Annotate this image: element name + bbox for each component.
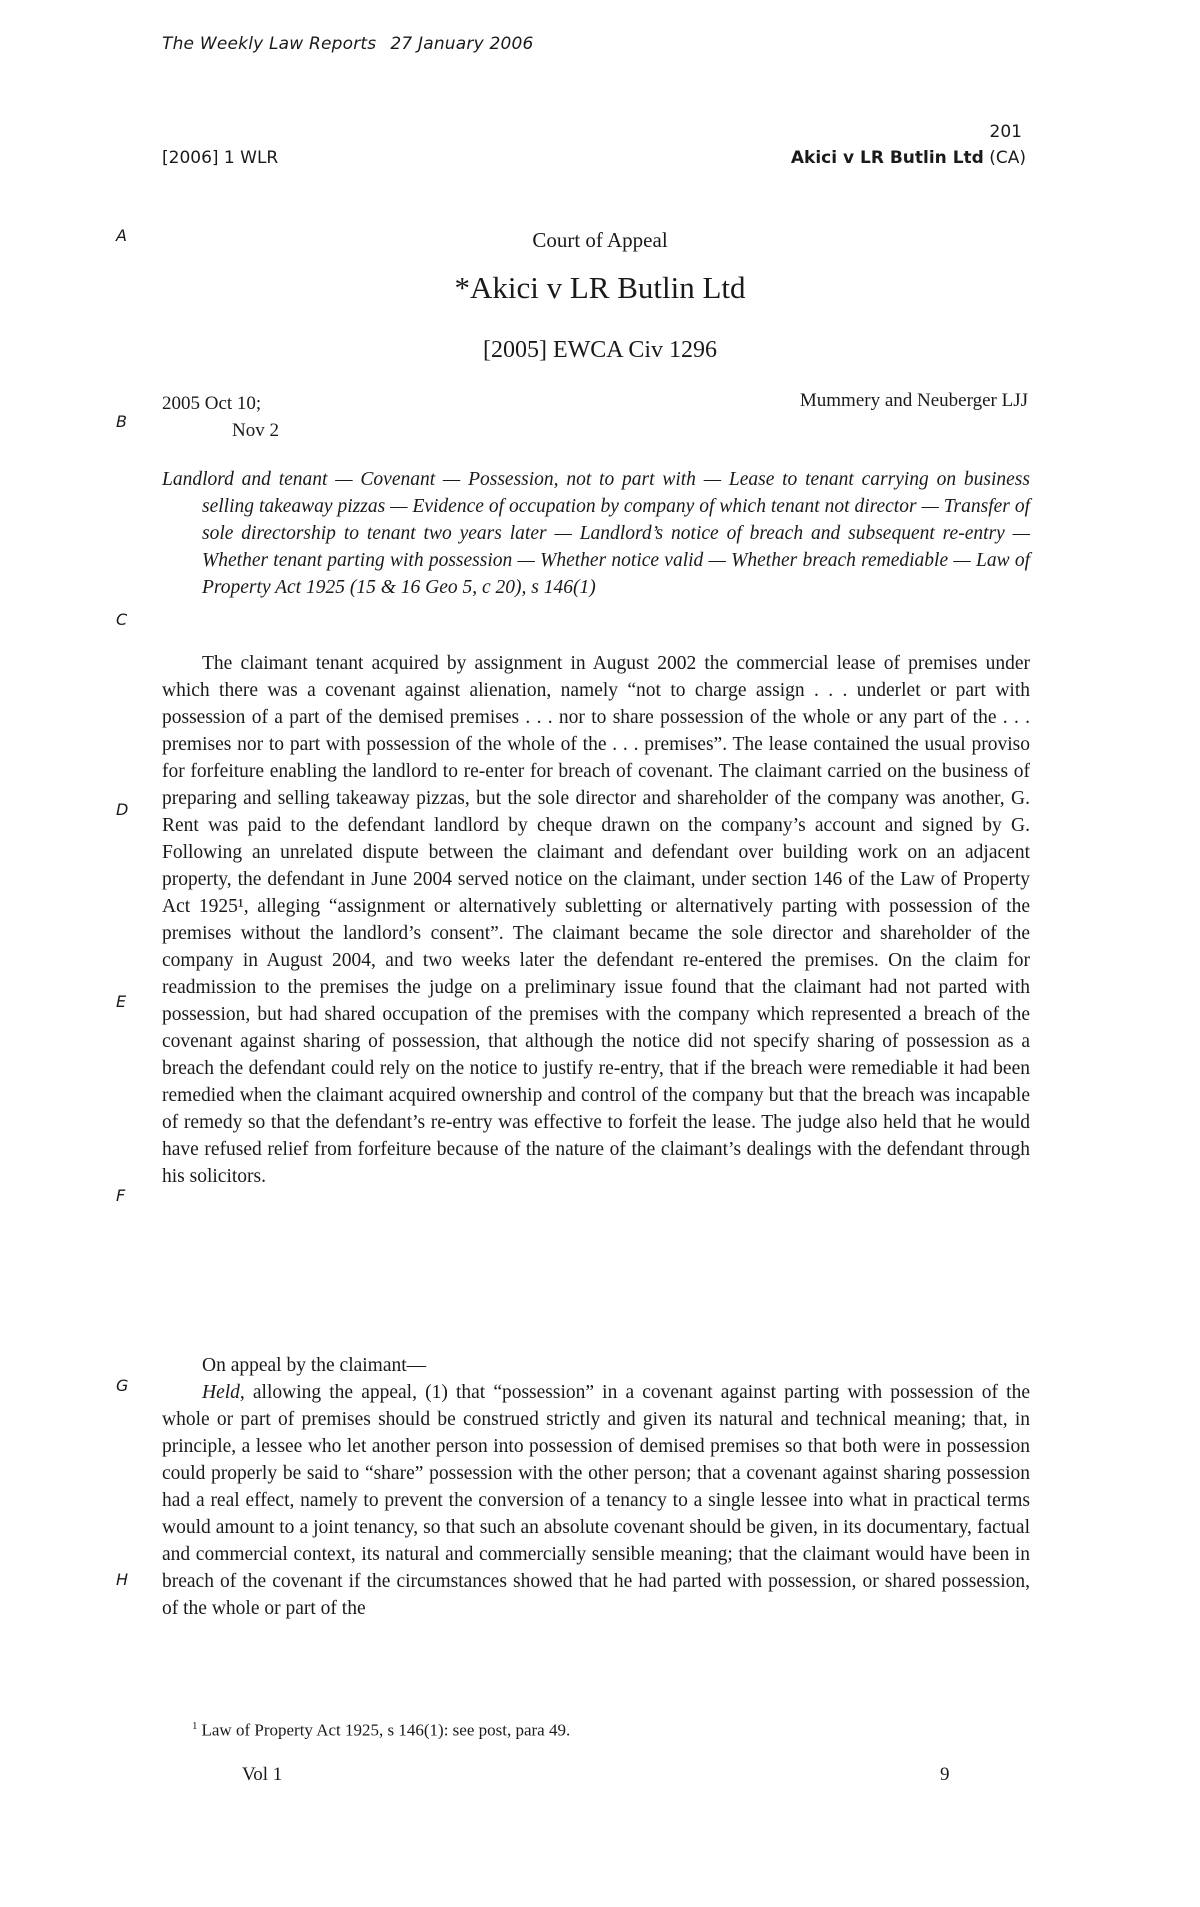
margin-letter-d: D (116, 800, 129, 819)
held-label: Held (202, 1382, 240, 1403)
hearing-date-line-1: 2005 Oct 10; (162, 393, 262, 414)
hearing-date-line-2: Nov 2 (232, 420, 279, 441)
margin-letter-f: F (116, 1186, 126, 1205)
neutral-citation: [2005] EWCA Civ 1296 (483, 337, 717, 363)
page-number: 201 (989, 122, 1022, 142)
footnote (192, 1720, 570, 1741)
case-short-parties: Akici v LR Butlin Ltd (790, 148, 984, 168)
margin-letter-g: G (116, 1376, 129, 1395)
signature-number: 9 (940, 1764, 950, 1785)
on-appeal-line: On appeal by the claimant— (202, 1355, 427, 1376)
margin-letter-c: C (116, 610, 128, 629)
report-citation: [2006] 1 WLR (162, 148, 279, 168)
footnote-marker: 1 (192, 1720, 198, 1732)
margin-letter-a: A (116, 226, 127, 245)
volume-label: Vol 1 (242, 1764, 283, 1785)
catchwords: Landlord and tenant — Covenant — Possession, not to part with — Lease to tenant carrying on business selling takeaway pizzas — Evidence of occupation by company of which tenant not director — Transfer of sole directorship to tenant two years later — Landlord’s notice of breach and subsequent re-entry — Whether tenant parting with possession — Whether notice valid — Whether breach remediable — Law of Property Act 1925 (15 & 16 Geo 5, c 20), s 146(1) (162, 469, 1030, 598)
court-name: Court of Appeal (532, 228, 668, 252)
running-head-journal: The Weekly Law Reports (162, 34, 377, 54)
case-short-court: (CA) (989, 148, 1026, 168)
held-paragraph (162, 1379, 1030, 1622)
held-text: , allowing the appeal, (1) that “possession” in a covenant against parting with possession of the whole or part of premises should be construed strictly and given its natural and technical meaning; that, in principle, a lessee who let another person into possession of demised premises so that both were in possession could properly be said to “share” possession with the other person; that a covenant against sharing possession had a real effect, namely to prevent the conversion of a tenancy to a single lessee into what in practical terms would amount to a joint tenancy, so that such an absolute covenant should be given, in its documentary, factual and commercial context, its natural and commercially sensible meaning; that the claimant would have been in breach of the covenant if the circumstances showed that he had parted with possession, or shared possession, of the whole or part of the (162, 1382, 1030, 1619)
judges: Mummery and Neuberger LJJ (799, 390, 1028, 411)
footnote-text: Law of Property Act 1925, s 146(1): see post, para 49. (201, 1720, 571, 1740)
margin-letter-h: H (116, 1570, 129, 1589)
case-title: *Akici v LR Butlin Ltd (454, 270, 746, 305)
headnote-paragraph: The claimant tenant acquired by assignment in August 2002 the commercial lease of premises under which there was a covenant against alienation, namely “not to charge assign . . . underlet or part with possession of a part of the demised premises . . . nor to share possession of the whole or any part of the . . . premises nor to part with possession of the whole of the . . . premises”. The lease contained the usual proviso for forfeiture enabling the landlord to re-enter for breach of covenant. The claimant carried on the business of preparing and selling takeaway pizzas, but the sole director and shareholder of the company was another, G. Rent was paid to the defendant landlord by cheque drawn on the company’s account and signed by G. Following an unrelated dispute between the claimant and defendant over building work on an adjacent property, the defendant in June 2004 served notice on the claimant, under section 146 of the Law of Property Act 1925¹, alleging “assignment or alternatively subletting or alternatively parting with possession of the premises without the landlord’s consent”. The claimant became the sole director and shareholder of the company in August 2004, and two weeks later the defendant re-entered the premises. On the claim for readmission to the premises the judge on a preliminary issue found that the claimant had not parted with possession, but had shared occupation of the premises with the company which represented a breach of the covenant against sharing of possession, that although the notice did not specify sharing of possession as a breach the defendant could rely on the notice to justify re-entry, that if the breach were remediable it had been remedied when the claimant acquired ownership and control of the company but that the breach was incapable of remedy so that the defendant’s re-entry was effective to forfeit the lease. The judge also held that he would have refused relief from forfeiture because of the nature of the claimant’s dealings with the defendant through his solicitors. (162, 653, 1030, 1187)
case-short-title (791, 148, 1026, 168)
hearing-dates (162, 390, 279, 444)
running-head (162, 34, 534, 54)
margin-letter-b: B (116, 412, 127, 431)
running-head-date: 27 January 2006 (390, 34, 534, 54)
margin-letter-e: E (116, 992, 127, 1011)
